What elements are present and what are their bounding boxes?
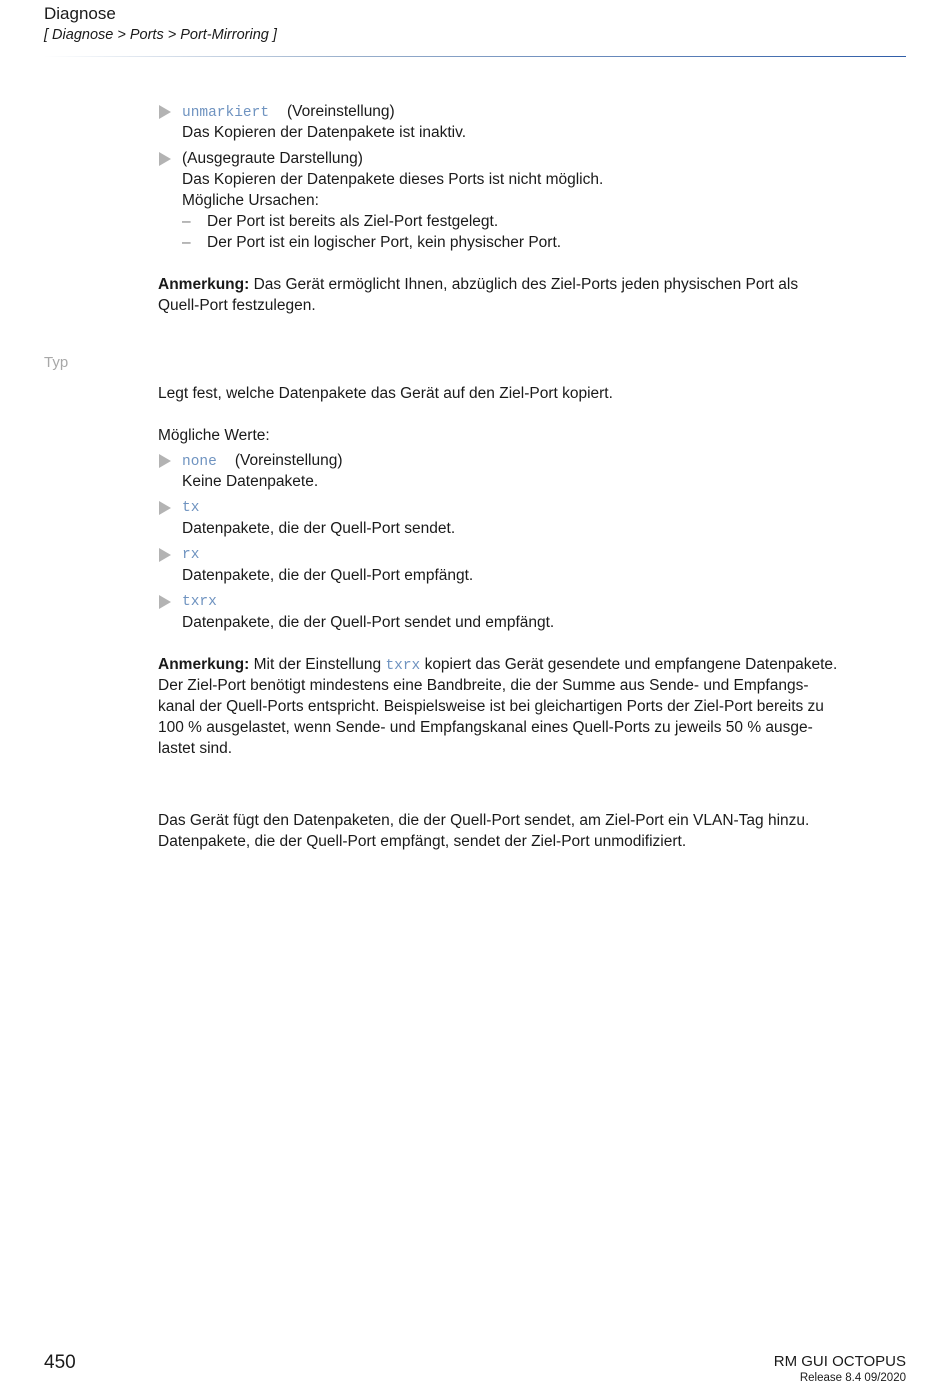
list-item-desc: Datenpakete, die der Quell-Port sendet. (182, 520, 456, 537)
note-text: lastet sind. (158, 740, 233, 757)
bullet-triangle-icon (159, 501, 171, 515)
breadcrumb: [ Diagnose > Ports > Port-Mirroring ] (44, 27, 277, 43)
note-text: 100 % ausgelastet, wenn Sende- und Empfangskanal eines Quell-Ports zu jeweils 50 % ausge- (158, 719, 813, 736)
note-label: Anmerkung: (158, 276, 250, 293)
value-code: txrx (385, 658, 421, 674)
note-text: kanal der Quell-Ports entspricht. Beispielsweise ist bei gleichartigen Ports der Ziel-Port bereits zu (158, 698, 824, 715)
dash-bullet: – (182, 213, 191, 230)
default-label: (Voreinstellung) (234, 452, 343, 469)
list-item: (Ausgegraute Darstellung) (182, 150, 363, 167)
note-text: kopiert das Gerät gesendete und empfangene Datenpakete. (424, 656, 838, 673)
bullet-triangle-icon (159, 454, 171, 468)
note-text: Das Gerät ermöglicht Ihnen, abzüglich des Ziel-Ports jeden physischen Port als (253, 276, 799, 293)
note-text: Quell-Port festzulegen. (158, 297, 316, 314)
dash-bullet: – (182, 234, 191, 251)
sub-list-item: Der Port ist ein logischer Port, kein physischer Port. (207, 234, 562, 251)
header-divider (44, 56, 906, 57)
page-section-title: Diagnose (44, 4, 116, 23)
list-item-desc: Keine Datenpakete. (182, 473, 319, 490)
release-info: Release 8.4 09/2020 (799, 1372, 906, 1384)
bullet-triangle-icon (159, 548, 171, 562)
note (158, 655, 837, 676)
sub-list-item: Der Port ist bereits als Ziel-Port festgelegt. (207, 213, 499, 230)
list-item-desc: Das Kopieren der Datenpakete dieses Ports ist nicht möglich. (182, 171, 604, 188)
bullet-triangle-icon (159, 595, 171, 609)
page-number: 450 (44, 1352, 76, 1373)
values-heading: Mögliche Werte: (158, 427, 270, 444)
note (158, 275, 798, 295)
bullet-triangle-icon (159, 152, 171, 166)
paragraph: Datenpakete, die der Quell-Port empfängt, sendet der Ziel-Port unmodifiziert. (158, 833, 687, 850)
list-item-desc: Das Kopieren der Datenpakete ist inaktiv. (182, 124, 467, 141)
paragraph: Legt fest, welche Datenpakete das Gerät auf den Ziel-Port kopiert. (158, 385, 613, 402)
paragraph: Das Gerät fügt den Datenpaketen, die der Quell-Port sendet, am Ziel-Port ein VLAN-Tag hinzu. (158, 812, 810, 829)
value-code: none (182, 454, 217, 470)
value-code: unmarkiert (182, 105, 270, 121)
value-code: tx (182, 500, 200, 516)
list-item-desc: Mögliche Ursachen: (182, 192, 319, 209)
bullet-triangle-icon (159, 105, 171, 119)
list-item-desc: Datenpakete, die der Quell-Port sendet und empfängt. (182, 614, 555, 631)
value-code: txrx (182, 594, 217, 610)
list-item (182, 451, 343, 472)
default-label: (Voreinstellung) (287, 103, 395, 120)
note-label: Anmerkung: (158, 656, 250, 673)
parameter-label: Typ (44, 354, 69, 371)
list-item-desc: Datenpakete, die der Quell-Port empfängt. (182, 567, 474, 584)
list-item (182, 102, 395, 123)
note-text: Der Ziel-Port benötigt mindestens eine Bandbreite, die der Summe aus Sende- und Empfangs- (158, 677, 809, 694)
value-code: rx (182, 547, 200, 563)
product-name: RM GUI OCTOPUS (773, 1353, 906, 1370)
note-text: Mit der Einstellung (253, 656, 382, 673)
